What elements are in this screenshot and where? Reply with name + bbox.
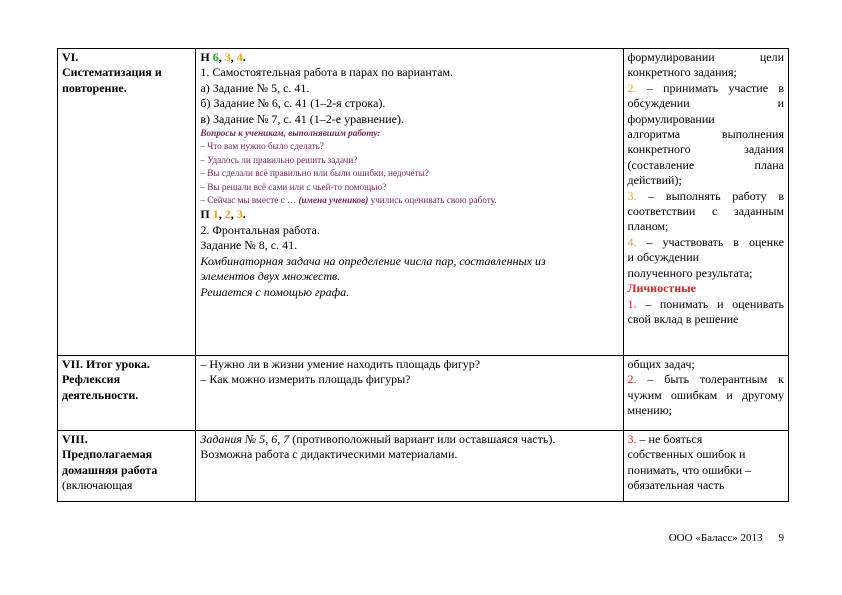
content-cell (196, 431, 623, 502)
stage-label: VI. (62, 50, 79, 64)
page-number: 9 (778, 532, 784, 544)
outcome-text: конкретного задания (627, 142, 784, 157)
outcome-text: 3. – выполнять работу в (627, 188, 784, 203)
table-row (58, 431, 789, 502)
combo-task: Комбинаторная задача на определение числа пар, составленных из (200, 253, 546, 268)
personal-outcomes-heading: Личностные (627, 281, 696, 296)
questions-title: Вопросы к ученикам, выполнявшим работу: (200, 128, 381, 139)
outcome-text: 4. – участвовать в оценке (627, 234, 784, 249)
content-cell (196, 49, 623, 356)
outcome-text: 3. – не бояться (627, 432, 703, 446)
stage-label: VIII. (62, 432, 88, 446)
homework-text: Задания № 5, 6, 7 (противоположный вариант или оставшаяся часть). (200, 432, 556, 446)
outcome-text: формулировании цели (627, 50, 784, 64)
stage-label: домашняя работа (62, 462, 158, 477)
outcome-text: свой вклад в решение (627, 311, 739, 326)
reflection-question: – Нужно ли в жизни умение находить площадь фигур? (200, 357, 481, 371)
outcome-text: мнению; (627, 403, 673, 418)
stage-label: (включающая (62, 478, 133, 493)
outcome-text: (составление плана (627, 157, 784, 172)
stage-cell (58, 356, 196, 431)
stage-label: Предполагаемая (62, 447, 153, 462)
publisher-label: ООО «Баласс» 2013 (668, 532, 763, 544)
learning-outcomes-cell (623, 431, 788, 502)
stage-cell (58, 49, 196, 356)
task-title: 1. Самостоятельная работа в парах по вариантам. (200, 65, 454, 80)
content-cell (196, 356, 623, 431)
outcome-text: чужим ошибкам и другому (627, 387, 784, 402)
outcome-text: обязательная часть (627, 478, 725, 493)
combo-task: элементов двух множеств. (200, 269, 341, 284)
outcome-text: конкретного задания; (627, 65, 737, 80)
outcome-text: и обсуждении (627, 250, 700, 265)
stage-label: повторение. (62, 80, 127, 95)
group-p-label: П 1, 2, 3. (200, 207, 246, 222)
outcome-text: общих задач; (627, 357, 695, 371)
reflection-question: – Как можно измерить площадь фигуры? (200, 372, 411, 387)
table-row (58, 49, 789, 356)
outcome-text: 2. – быть толерантным к (627, 372, 784, 387)
question-item: – Что вам нужно было сделать? (200, 141, 324, 152)
lesson-plan-table (57, 48, 789, 502)
outcome-text: 1. – понимать и оценивать (627, 296, 784, 311)
outcome-text: обсуждении и (627, 96, 784, 111)
question-item: – Удалось ли правильно решить задачи? (200, 154, 358, 165)
table-row (58, 356, 789, 431)
outcome-text: действий); (627, 173, 682, 188)
stage-label: Рефлексия (62, 372, 121, 387)
frontal-title: 2. Фронтальная работа. (200, 222, 320, 237)
question-item: – Вы сделали всё правильно или были ошибки, недочёты? (200, 168, 429, 179)
outcome-text: формулировании (627, 111, 715, 126)
outcome-text: собственных ошибок и (627, 447, 746, 462)
homework-text: Возможна работа с дидактическими материалами. (200, 447, 458, 462)
outcome-text: полученного результата; (627, 265, 753, 280)
outcome-text: планом; (627, 219, 669, 234)
question-item: – Вы решали всё сами или с чьей-то помощью? (200, 181, 387, 192)
outcome-text: соответствии с заданным (627, 204, 784, 219)
task-item: а) Задание № 5, с. 41. (200, 80, 310, 95)
learning-outcomes-cell (623, 49, 788, 356)
page-footer (0, 532, 784, 544)
stage-label: Систематизация и (62, 65, 162, 80)
stage-label: деятельности. (62, 387, 139, 402)
stage-label: VII. Итог урока. (62, 357, 150, 371)
outcome-text: алгоритма выполнения (627, 127, 784, 142)
group-n-label: Н 6, 3, 4. (200, 50, 246, 64)
task-item: б) Задание № 6, с. 41 (1–2-я строка). (200, 96, 386, 111)
frontal-task: Задание № 8, с. 41. (200, 238, 298, 253)
task-item: в) Задание № 7, с. 41 (1–2-е уравнение). (200, 111, 404, 126)
combo-task: Решается с помощью графа. (200, 284, 350, 299)
stage-cell (58, 431, 196, 502)
learning-outcomes-cell (623, 356, 788, 431)
outcome-text: 2. – принимать участие в (627, 80, 784, 95)
question-item: – Сейчас мы вместе с … (имена учеников) учились оценивать свою работу. (200, 195, 497, 206)
outcome-text: понимать, что ошибки – (627, 462, 752, 477)
